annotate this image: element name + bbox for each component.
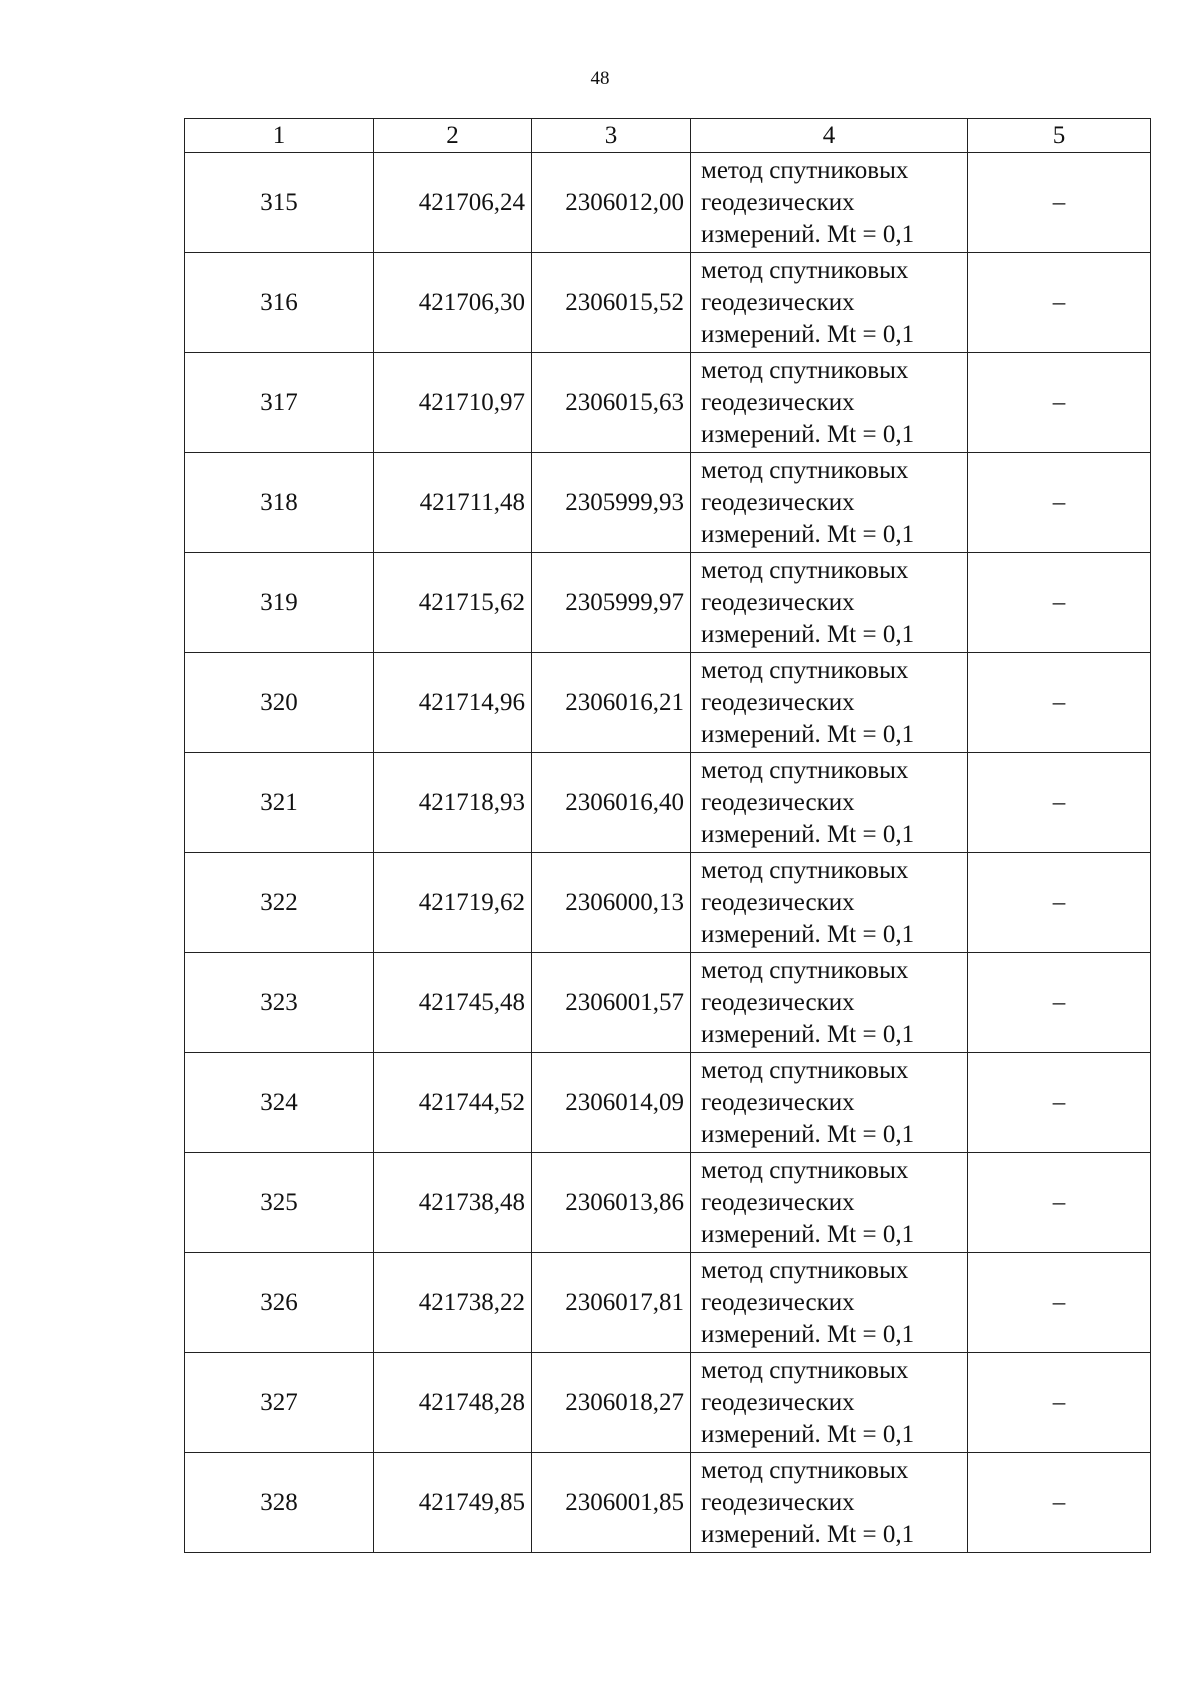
y-coordinate-cell: 2306001,85 xyxy=(532,1453,691,1553)
method-line: геодезических xyxy=(701,488,855,516)
method-line: метод спутниковых xyxy=(701,1056,909,1084)
method-line: геодезических xyxy=(701,688,855,716)
note-cell: – xyxy=(968,453,1151,553)
y-coordinate-cell: 2306017,81 xyxy=(532,1253,691,1353)
method-line: измерений. Mt = 0,1 xyxy=(701,1320,915,1348)
method-line: измерений. Mt = 0,1 xyxy=(701,720,915,748)
column-header-3: 3 xyxy=(532,119,691,153)
method-line: геодезических xyxy=(701,388,855,416)
point-number-cell: 326 xyxy=(185,1253,374,1353)
point-number-cell: 315 xyxy=(185,153,374,253)
column-header-4: 4 xyxy=(691,119,968,153)
x-coordinate-cell: 421744,52 xyxy=(374,1053,532,1153)
table-row xyxy=(185,1353,1151,1453)
point-number-cell: 324 xyxy=(185,1053,374,1153)
y-coordinate-cell: 2305999,93 xyxy=(532,453,691,553)
point-number-cell: 320 xyxy=(185,653,374,753)
method-line: геодезических xyxy=(701,588,855,616)
method-line: измерений. Mt = 0,1 xyxy=(701,1020,915,1048)
method-line: метод спутниковых xyxy=(701,956,909,984)
y-coordinate-cell: 2306015,52 xyxy=(532,253,691,353)
method-cell xyxy=(691,453,968,553)
table-row xyxy=(185,653,1151,753)
note-cell: – xyxy=(968,553,1151,653)
method-line: геодезических xyxy=(701,788,855,816)
page-number: 48 xyxy=(590,68,610,89)
method-line: метод спутниковых xyxy=(701,556,909,584)
method-line: измерений. Mt = 0,1 xyxy=(701,320,915,348)
point-number-cell: 328 xyxy=(185,1453,374,1553)
header-row xyxy=(185,119,1151,153)
note-cell: – xyxy=(968,1353,1151,1453)
method-cell xyxy=(691,253,968,353)
table-row xyxy=(185,353,1151,453)
method-line: метод спутниковых xyxy=(701,1356,909,1384)
method-line: геодезических xyxy=(701,988,855,1016)
x-coordinate-cell: 421710,97 xyxy=(374,353,532,453)
x-coordinate-cell: 421718,93 xyxy=(374,753,532,853)
point-number-cell: 317 xyxy=(185,353,374,453)
column-header-5: 5 xyxy=(968,119,1151,153)
x-coordinate-cell: 421748,28 xyxy=(374,1353,532,1453)
column-header-1: 1 xyxy=(185,119,374,153)
y-coordinate-cell: 2306001,57 xyxy=(532,953,691,1053)
note-cell: – xyxy=(968,653,1151,753)
table-header xyxy=(185,119,1151,153)
x-coordinate-cell: 421738,48 xyxy=(374,1153,532,1253)
note-cell: – xyxy=(968,253,1151,353)
method-line: метод спутниковых xyxy=(701,356,909,384)
x-coordinate-cell: 421714,96 xyxy=(374,653,532,753)
note-cell: – xyxy=(968,853,1151,953)
x-coordinate-cell: 421719,62 xyxy=(374,853,532,953)
method-line: измерений. Mt = 0,1 xyxy=(701,220,915,248)
method-line: измерений. Mt = 0,1 xyxy=(701,520,915,548)
method-line: измерений. Mt = 0,1 xyxy=(701,620,915,648)
y-coordinate-cell: 2305999,97 xyxy=(532,553,691,653)
table-row xyxy=(185,953,1151,1053)
y-coordinate-cell: 2306013,86 xyxy=(532,1153,691,1253)
table-row xyxy=(185,453,1151,553)
table-row xyxy=(185,1253,1151,1353)
note-cell: – xyxy=(968,1253,1151,1353)
y-coordinate-cell: 2306016,21 xyxy=(532,653,691,753)
x-coordinate-cell: 421715,62 xyxy=(374,553,532,653)
method-line: геодезических xyxy=(701,1088,855,1116)
y-coordinate-cell: 2306015,63 xyxy=(532,353,691,453)
note-cell: – xyxy=(968,1153,1151,1253)
method-cell xyxy=(691,853,968,953)
method-cell xyxy=(691,1453,968,1553)
y-coordinate-cell: 2306016,40 xyxy=(532,753,691,853)
y-coordinate-cell: 2306014,09 xyxy=(532,1053,691,1153)
method-line: измерений. Mt = 0,1 xyxy=(701,1420,915,1448)
y-coordinate-cell: 2306018,27 xyxy=(532,1353,691,1453)
method-line: метод спутниковых xyxy=(701,156,909,184)
method-line: метод спутниковых xyxy=(701,1156,909,1184)
table-row xyxy=(185,853,1151,953)
method-line: геодезических xyxy=(701,188,855,216)
method-cell xyxy=(691,653,968,753)
method-cell xyxy=(691,1153,968,1253)
point-number-cell: 316 xyxy=(185,253,374,353)
x-coordinate-cell: 421706,30 xyxy=(374,253,532,353)
point-number-cell: 325 xyxy=(185,1153,374,1253)
table-row xyxy=(185,753,1151,853)
method-line: измерений. Mt = 0,1 xyxy=(701,420,915,448)
method-line: измерений. Mt = 0,1 xyxy=(701,1120,915,1148)
method-cell xyxy=(691,153,968,253)
point-number-cell: 327 xyxy=(185,1353,374,1453)
method-cell xyxy=(691,753,968,853)
note-cell: – xyxy=(968,353,1151,453)
note-cell: – xyxy=(968,153,1151,253)
method-line: геодезических xyxy=(701,288,855,316)
method-line: геодезических xyxy=(701,1188,855,1216)
method-line: геодезических xyxy=(701,1288,855,1316)
point-number-cell: 319 xyxy=(185,553,374,653)
method-cell xyxy=(691,353,968,453)
table-row xyxy=(185,1053,1151,1153)
point-number-cell: 321 xyxy=(185,753,374,853)
method-line: метод спутниковых xyxy=(701,856,909,884)
method-line: метод спутниковых xyxy=(701,1456,909,1484)
method-line: геодезических xyxy=(701,1388,855,1416)
method-line: измерений. Mt = 0,1 xyxy=(701,1220,915,1248)
x-coordinate-cell: 421738,22 xyxy=(374,1253,532,1353)
table-row xyxy=(185,253,1151,353)
table-row xyxy=(185,1153,1151,1253)
note-cell: – xyxy=(968,1453,1151,1553)
table-row xyxy=(185,153,1151,253)
table-row xyxy=(185,1453,1151,1553)
method-cell xyxy=(691,553,968,653)
point-number-cell: 323 xyxy=(185,953,374,1053)
method-line: измерений. Mt = 0,1 xyxy=(701,820,915,848)
point-number-cell: 322 xyxy=(185,853,374,953)
method-line: измерений. Mt = 0,1 xyxy=(701,1520,915,1548)
method-line: измерений. Mt = 0,1 xyxy=(701,920,915,948)
point-number-cell: 318 xyxy=(185,453,374,553)
note-cell: – xyxy=(968,953,1151,1053)
note-cell: – xyxy=(968,753,1151,853)
coordinates-table xyxy=(184,118,1151,1553)
method-line: геодезических xyxy=(701,1488,855,1516)
method-line: метод спутниковых xyxy=(701,656,909,684)
method-line: метод спутниковых xyxy=(701,456,909,484)
method-cell xyxy=(691,953,968,1053)
method-line: метод спутниковых xyxy=(701,1256,909,1284)
x-coordinate-cell: 421706,24 xyxy=(374,153,532,253)
method-cell xyxy=(691,1053,968,1153)
method-line: геодезических xyxy=(701,888,855,916)
method-line: метод спутниковых xyxy=(701,256,909,284)
column-header-2: 2 xyxy=(374,119,532,153)
x-coordinate-cell: 421749,85 xyxy=(374,1453,532,1553)
y-coordinate-cell: 2306000,13 xyxy=(532,853,691,953)
table-row xyxy=(185,553,1151,653)
table-body xyxy=(185,153,1151,1553)
method-line: метод спутниковых xyxy=(701,756,909,784)
method-cell xyxy=(691,1353,968,1453)
note-cell: – xyxy=(968,1053,1151,1153)
y-coordinate-cell: 2306012,00 xyxy=(532,153,691,253)
x-coordinate-cell: 421711,48 xyxy=(374,453,532,553)
x-coordinate-cell: 421745,48 xyxy=(374,953,532,1053)
method-cell xyxy=(691,1253,968,1353)
